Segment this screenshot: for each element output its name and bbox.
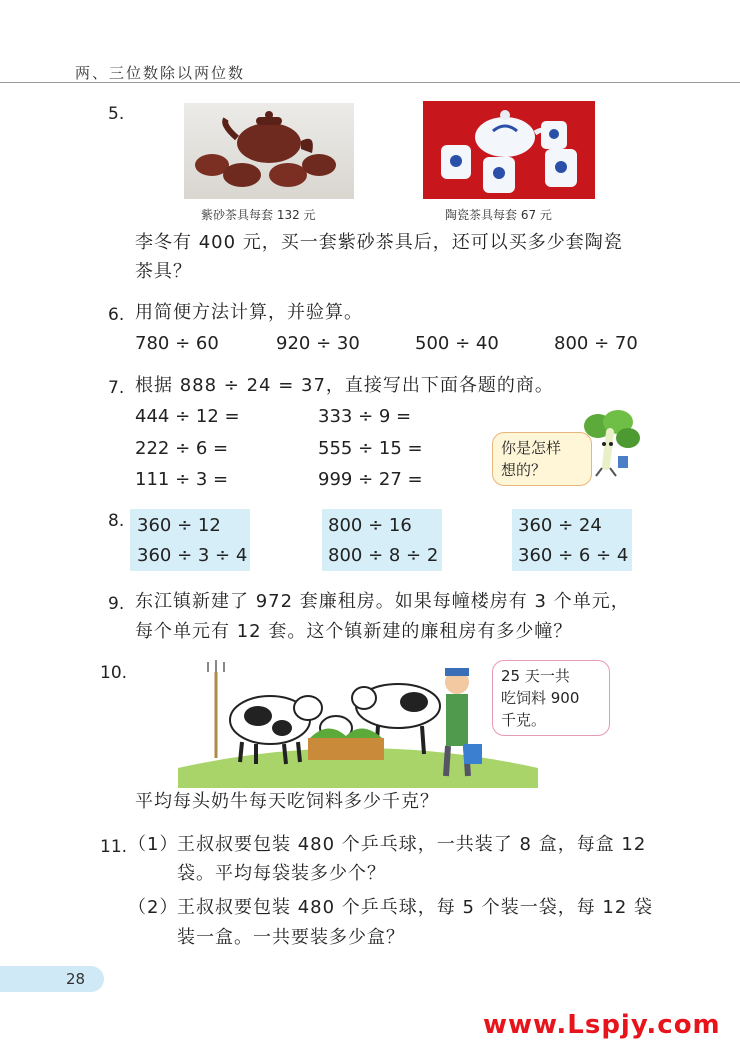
porcelain-teaset-photo [423,101,595,199]
q7-expression-1: 444 ÷ 12 = [135,406,240,427]
farmer-bubble-line1: 25 天一共 [501,667,570,685]
question-9-text-line1: 东江镇新建了 972 套廉租房。如果每幢楼房有 3 个单元， [135,591,630,612]
header-divider [0,82,740,83]
page-number-tab [0,966,104,992]
q8-box-2-line1: 800 ÷ 16 [328,515,412,536]
q6-expression-3: 500 ÷ 40 [415,333,499,354]
farmer-bubble-line3: 千克。 [501,711,547,729]
thinking-bubble-line1: 你是怎样 [501,439,562,457]
question-8-number: 8. [108,511,125,531]
q7-expression-6: 999 ÷ 27 = [318,469,423,490]
q6-expression-2: 920 ÷ 30 [276,333,360,354]
q8-box-2 [322,509,442,571]
watermark-text: www.Lspjy.com [483,1010,721,1040]
q8-box-3-line2: 360 ÷ 6 ÷ 4 [518,545,629,566]
question-5-text-line1: 李冬有 400 元，买一套紫砂茶具后，还可以买多少套陶瓷 [135,232,623,253]
q6-expression-1: 780 ÷ 60 [135,333,219,354]
q11-part2-line2: 装一盒。一共要装多少盒？ [177,927,405,948]
q11-part1-line1: 王叔叔要包装 480 个乒乓球，一共装了 8 盒，每盒 12 [177,834,647,855]
caption-porcelain: 陶瓷茶具每套 67 元 [445,208,552,222]
q11-part2-label: （2） [128,897,179,918]
question-10-number: 10. [100,663,128,683]
farm-cows-illustration [178,658,538,788]
q8-box-1 [130,509,250,571]
question-6-text: 用简便方法计算，并验算。 [135,302,363,323]
q7-expression-3: 111 ÷ 3 = [135,469,229,490]
question-11-number: 11. [100,837,128,857]
purple-clay-teaset-photo [184,103,354,199]
q8-box-3 [512,509,632,571]
q11-part1-line2: 袋。平均每袋装多少个？ [177,863,386,884]
q8-box-1-line1: 360 ÷ 12 [137,515,221,536]
question-9-text-line2: 每个单元有 12 套。这个镇新建的廉租房有多少幢？ [135,621,573,642]
farmer-speech-bubble [492,660,610,736]
question-9-number: 9. [108,594,125,614]
q7-expression-2: 222 ÷ 6 = [135,438,229,459]
question-6-number: 6. [108,305,125,325]
caption-purple-clay: 紫砂茶具每套 132 元 [201,208,316,222]
question-7-text: 根据 888 ÷ 24 = 37，直接写出下面各题的商。 [135,375,554,396]
question-10-text: 平均每头奶牛每天吃饲料多少千克？ [135,791,439,812]
q8-box-2-line2: 800 ÷ 8 ÷ 2 [328,545,439,566]
q8-box-1-line2: 360 ÷ 3 ÷ 4 [137,545,248,566]
q7-expression-5: 555 ÷ 15 = [318,438,423,459]
q8-box-3-line1: 360 ÷ 24 [518,515,602,536]
q7-expression-4: 333 ÷ 9 = [318,406,412,427]
question-5-number: 5. [108,104,125,124]
q11-part2-line1: 王叔叔要包装 480 个乒乓球，每 5 个装一袋，每 12 袋 [177,897,654,918]
question-7-number: 7. [108,378,125,398]
chapter-title: 两、三位数除以两位数 [75,64,246,82]
vegetable-character-illustration [580,408,642,480]
question-5-text-line2: 茶具？ [135,261,192,282]
q6-expression-4: 800 ÷ 70 [554,333,638,354]
q11-part1-label: （1） [128,834,179,855]
page-number: 28 [66,970,86,988]
thinking-bubble [492,432,592,486]
thinking-bubble-line2: 想的？ [501,461,547,479]
farmer-bubble-line2: 吃饲料 900 [501,689,580,707]
